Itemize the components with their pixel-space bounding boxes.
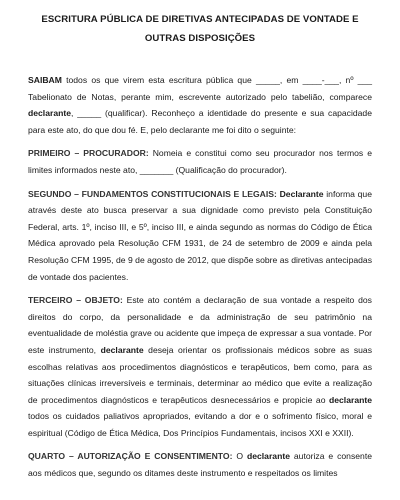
- section-quarto: [28, 448, 372, 481]
- intro-text-1: todos os que virem esta escritura pública que _____, em ____-___, nº ___ Tabelionato de Notas, perante mim, escrevente autorizado pelo tabelião, comparece: [28, 75, 372, 102]
- section-primeiro-heading: PRIMEIRO – PROCURADOR:: [28, 148, 149, 159]
- intro-lead: SAIBAM: [28, 75, 62, 85]
- section-terceiro-text-3: todos os cuidados paliativos apropriados, evitando a dor e o sofrimento físico, moral e espiritual (Código de Ética Médica, Dos Princípios Fundamentais, incisos XXI e XXII).: [28, 411, 372, 438]
- document-title: ESCRITURA PÚBLICA DE DIRETIVAS ANTECIPADAS DE VONTADE E OUTRAS DISPOSIÇÕES: [41, 14, 359, 44]
- section-segundo-declarante: Declarante: [279, 188, 324, 199]
- section-primeiro: [28, 145, 372, 178]
- section-segundo-text: informa que através deste ato busca preservar a sua dignidade como previsto pela Constituição Federal, arts. 1º, inciso III, e 5º, inciso III, e ainda segundo as normas do Código de Ética Médica aprovado pela Resolução CFM 1931, de 24 de setembro de 2009 e ainda pela Resolução CFM 1995, de 9 de agosto de 2012, que dispõe sobre as diretivas antecipadas de vontade dos pacientes.: [28, 188, 372, 282]
- section-terceiro-text-1: Este ato contém a declaração de sua vontade a respeito dos direitos do corpo, da personalidade e da administração de seu patrimônio na eventualidade de moléstia grave ou acidente que impeça de expressar a sua vontade. Por este instrumento,: [28, 295, 372, 355]
- section-quarto-text-2: autoriza e consente aos médicos que, segundo os ditames deste instrumento e respeitados os limites: [28, 451, 372, 479]
- section-quarto-text-1: O: [232, 451, 247, 462]
- section-segundo-heading: SEGUNDO – FUNDAMENTOS CONSTITUCIONAIS E LEGAIS:: [28, 188, 277, 199]
- section-terceiro-heading: TERCEIRO – OBJETO:: [28, 295, 123, 306]
- section-terceiro-text-2: deseja orientar os profissionais médicos sobre as suas escolhas relativas aos procedimentos diagnósticos e terapêuticos, bem como, para as situações clínicas irreversíveis e terminais, determinar ao médico que evite a realização de procedimentos diagnósticos e terapêuticos desnecessários e propicie ao: [28, 344, 372, 405]
- section-quarto-declarante: declarante: [246, 451, 290, 462]
- intro-declarante: declarante: [28, 108, 71, 119]
- intro-paragraph: [28, 72, 372, 138]
- section-primeiro-text: Nomeia e constitui como seu procurador nos termos e limites informados neste ato, _______ (Qualificação do procurador).: [28, 148, 372, 175]
- section-segundo: [28, 186, 372, 286]
- intro-text-2: , _____ (qualificar). Reconheço a identidade do presente e sua capacidade para este ato, do que dou fé. E, pelo declarante me foi dito o seguinte:: [28, 108, 372, 135]
- section-terceiro: [28, 292, 372, 441]
- section-terceiro-declarante-2: declarante: [329, 394, 372, 405]
- section-quarto-heading: QUARTO – AUTORIZAÇÃO E CONSENTIMENTO:: [28, 451, 233, 462]
- section-terceiro-declarante-1: declarante: [100, 344, 144, 355]
